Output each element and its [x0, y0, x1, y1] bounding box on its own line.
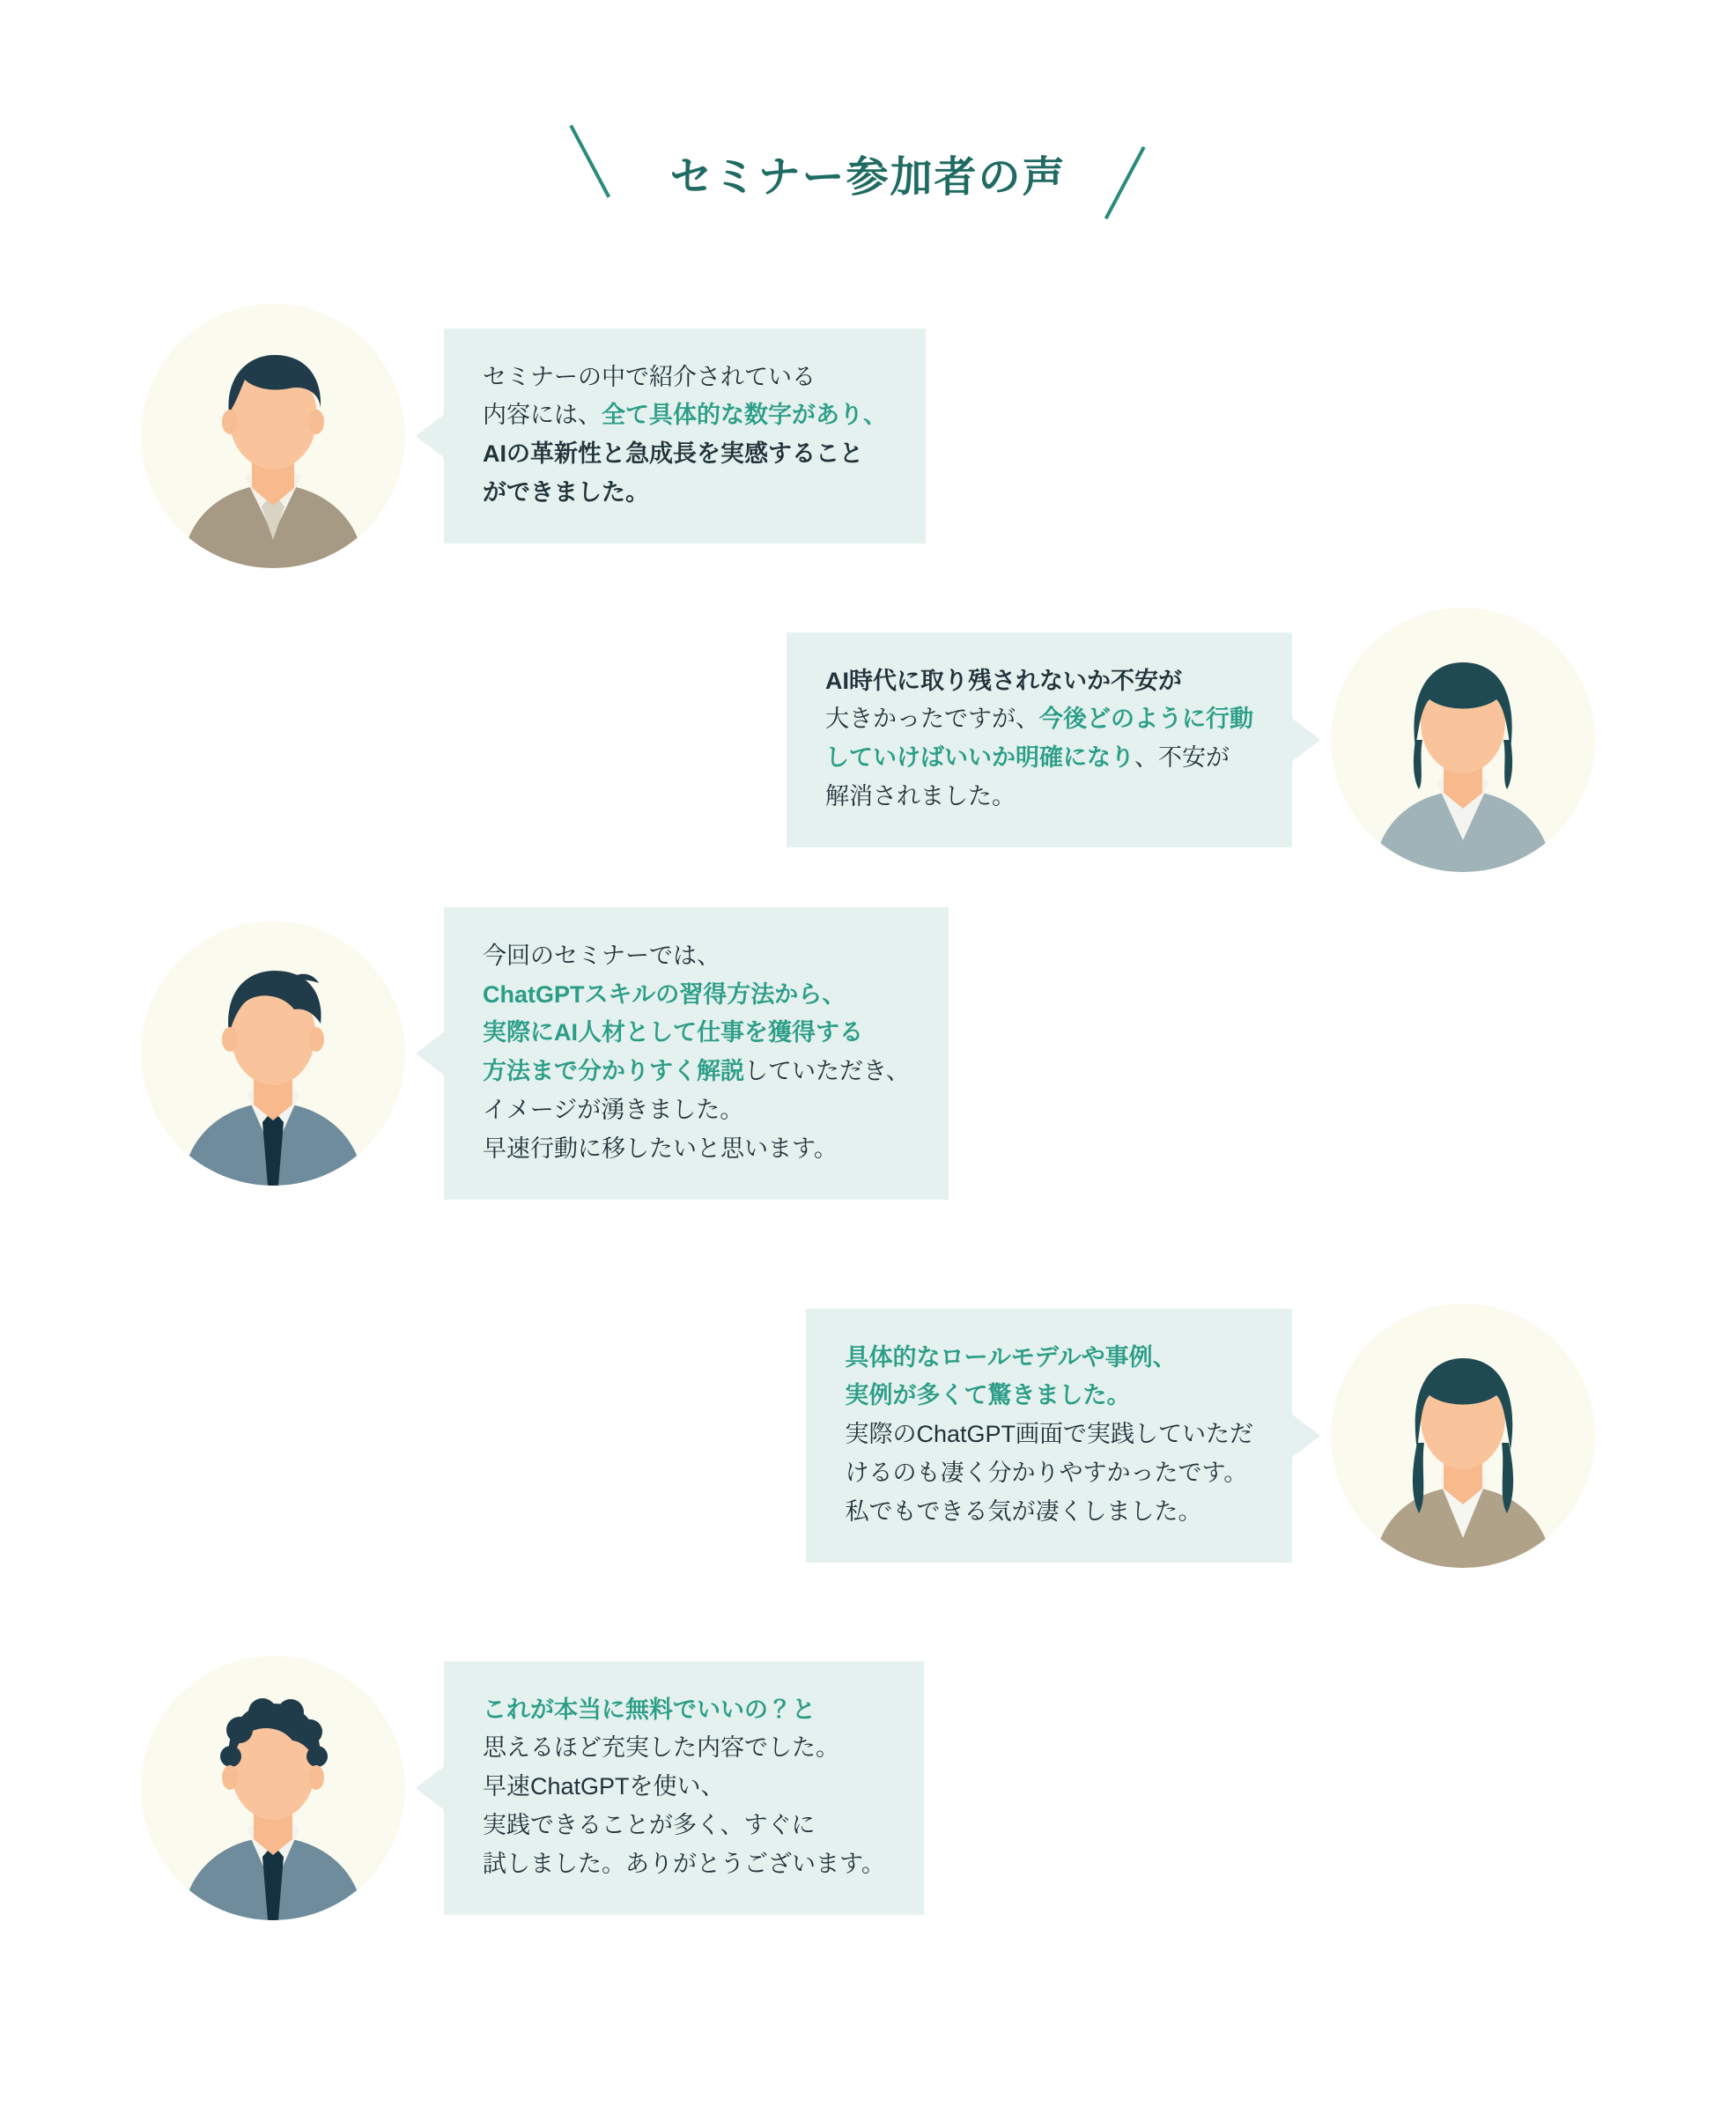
testimonial-5-bubble — [444, 1661, 924, 1916]
testimonial-line: 私でもできる気が凄くしました。 — [845, 1497, 1202, 1525]
testimonial-line: 実際にAI人材として仕事を獲得する — [483, 1019, 863, 1046]
testimonial-line: 大きかったですが、今後どのように行動 — [825, 706, 1253, 733]
testimonial-3 — [141, 907, 949, 1200]
page-title: セミナー参加者の声 — [669, 153, 1067, 201]
bubble-tail-right-icon — [1290, 717, 1320, 763]
testimonial-line: これが本当に無料でいいの？と — [483, 1696, 816, 1723]
testimonial-3-bubble — [444, 907, 949, 1200]
woman-bob-hair-avatar — [1331, 608, 1595, 872]
testimonial-line: イメージが湧きました。 — [483, 1096, 744, 1123]
decorative-slash-left-icon — [558, 132, 620, 213]
bubble-tail-right-icon — [1290, 1413, 1320, 1459]
testimonial-line: 実践できることが多く、すぐに — [483, 1811, 816, 1838]
man-curly-hair-avatar — [141, 1656, 405, 1920]
testimonial-2 — [787, 608, 1595, 872]
testimonial-line: 今回のセミナーでは、 — [483, 942, 720, 969]
testimonial-4-bubble — [806, 1309, 1292, 1563]
testimonial-line: 試しました。ありがとうございます。 — [483, 1850, 885, 1877]
testimonial-line: 実例が多くて驚きました。 — [845, 1382, 1131, 1409]
testimonial-line: 方法まで分かりすく解説していただき、 — [483, 1058, 910, 1085]
testimonial-1-bubble — [444, 329, 926, 544]
woman-long-hair-avatar — [1331, 1304, 1595, 1568]
testimonial-4 — [806, 1304, 1595, 1568]
decorative-slash-right-icon — [1116, 132, 1178, 213]
testimonial-line: していけばいいか明確になり、不安が — [825, 744, 1230, 771]
page-heading — [0, 132, 1736, 213]
testimonial-line: 実際のChatGPT画面で実践していただ — [845, 1421, 1253, 1448]
testimonial-line: 内容には、全て具体的な数字があり、 — [483, 402, 887, 429]
testimonial-line: けるのも凄く分かりやすかったです。 — [845, 1459, 1248, 1486]
testimonial-2-bubble — [787, 632, 1292, 848]
bubble-tail-left-icon — [416, 413, 446, 459]
testimonial-line: 思えるほど充実した内容でした。 — [483, 1734, 839, 1762]
bubble-tail-left-icon — [416, 1031, 446, 1076]
man-wavy-hair-avatar — [141, 921, 405, 1186]
testimonial-line: ChatGPTスキルの習得方法から、 — [483, 980, 846, 1008]
man-short-dark-hair-avatar — [141, 304, 405, 568]
bubble-tail-left-icon — [416, 1765, 446, 1811]
testimonial-line: 具体的なロールモデルや事例、 — [845, 1343, 1177, 1371]
testimonial-line: ができました。 — [483, 478, 649, 506]
testimonial-line: AI時代に取り残されないか不安が — [825, 667, 1182, 694]
testimonial-line: 早速行動に移したいと思います。 — [483, 1135, 838, 1162]
testimonial-1 — [141, 304, 926, 568]
testimonial-5 — [141, 1656, 924, 1920]
testimonial-line: 解消されました。 — [825, 782, 1016, 809]
testimonial-line: 早速ChatGPTを使い、 — [483, 1773, 725, 1800]
testimonial-line: セミナーの中で紹介されている — [483, 363, 816, 390]
testimonial-line: AIの革新性と急成長を実感すること — [483, 440, 863, 467]
